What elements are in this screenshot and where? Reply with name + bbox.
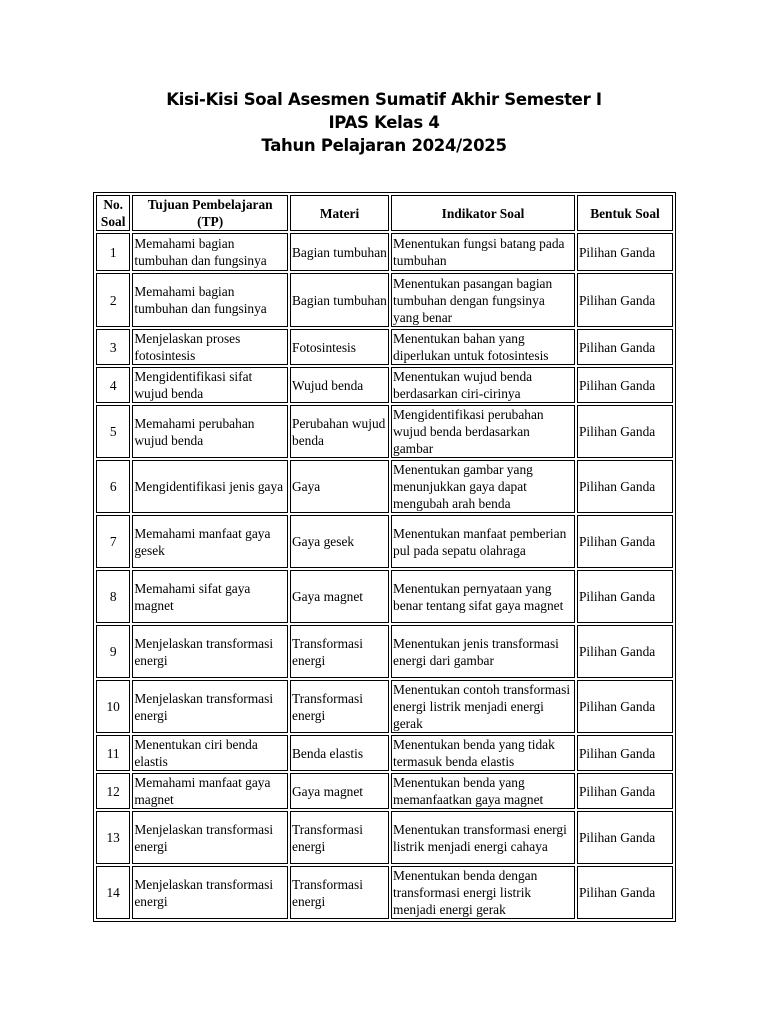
cell-indikator: Menentukan pasangan bagian tumbuhan dengan fungsinya yang benar <box>391 273 575 327</box>
cell-indikator: Menentukan transformasi energi listrik menjadi energi cahaya <box>391 811 575 864</box>
cell-no: 8 <box>96 570 130 623</box>
cell-tujuan: Menjelaskan transformasi energi <box>132 680 288 733</box>
cell-indikator: Menentukan benda yang tidak termasuk benda elastis <box>391 735 575 771</box>
cell-tujuan: Mengidentifikasi jenis gaya <box>132 460 288 513</box>
table-row <box>96 811 673 864</box>
cell-no: 2 <box>96 273 130 327</box>
cell-materi: Gaya <box>290 460 389 513</box>
cell-tujuan: Menentukan ciri benda elastis <box>132 735 288 771</box>
cell-no: 3 <box>96 329 130 365</box>
cell-materi: Wujud benda <box>290 367 389 403</box>
cell-tujuan: Menjelaskan proses fotosintesis <box>132 329 288 365</box>
cell-materi: Transformasi energi <box>290 811 389 864</box>
cell-indikator: Menentukan jenis transformasi energi dari gambar <box>391 625 575 678</box>
header-bentuk-soal: Bentuk Soal <box>577 195 673 231</box>
cell-materi: Bagian tumbuhan <box>290 233 389 271</box>
cell-materi: Transformasi energi <box>290 625 389 678</box>
cell-indikator: Menentukan fungsi batang pada tumbuhan <box>391 233 575 271</box>
cell-materi: Benda elastis <box>290 735 389 771</box>
cell-tujuan: Menjelaskan transformasi energi <box>132 811 288 864</box>
cell-materi: Transformasi energi <box>290 680 389 733</box>
cell-materi: Perubahan wujud benda <box>290 405 389 458</box>
cell-tujuan: Memahami manfaat gaya magnet <box>132 773 288 809</box>
cell-indikator: Menentukan contoh transformasi energi listrik menjadi energi gerak <box>391 680 575 733</box>
cell-materi: Transformasi energi <box>290 866 389 919</box>
table-row <box>96 773 673 809</box>
cell-no: 9 <box>96 625 130 678</box>
cell-bentuk: Pilihan Ganda <box>577 680 673 733</box>
cell-materi: Gaya gesek <box>290 515 389 568</box>
cell-indikator: Menentukan benda yang memanfaatkan gaya magnet <box>391 773 575 809</box>
cell-no: 6 <box>96 460 130 513</box>
table-row <box>96 735 673 771</box>
cell-indikator: Menentukan gambar yang menunjukkan gaya dapat mengubah arah benda <box>391 460 575 513</box>
cell-bentuk: Pilihan Ganda <box>577 515 673 568</box>
cell-bentuk: Pilihan Ganda <box>577 460 673 513</box>
cell-bentuk: Pilihan Ganda <box>577 735 673 771</box>
cell-materi: Fotosintesis <box>290 329 389 365</box>
table-row <box>96 329 673 365</box>
cell-indikator: Mengidentifikasi perubahan wujud benda berdasarkan gambar <box>391 405 575 458</box>
cell-bentuk: Pilihan Ganda <box>577 570 673 623</box>
cell-bentuk: Pilihan Ganda <box>577 233 673 271</box>
cell-bentuk: Pilihan Ganda <box>577 625 673 678</box>
cell-no: 10 <box>96 680 130 733</box>
cell-bentuk: Pilihan Ganda <box>577 367 673 403</box>
cell-no: 14 <box>96 866 130 919</box>
header-materi: Materi <box>290 195 389 231</box>
title-line-1: Kisi-Kisi Soal Asesmen Sumatif Akhir Semester I <box>166 90 602 109</box>
cell-bentuk: Pilihan Ganda <box>577 773 673 809</box>
kisi-kisi-table <box>93 192 676 922</box>
cell-indikator: Menentukan bahan yang diperlukan untuk fotosintesis <box>391 329 575 365</box>
table-row <box>96 367 673 403</box>
cell-tujuan: Memahami bagian tumbuhan dan fungsinya <box>132 233 288 271</box>
header-no-soal: No. Soal <box>96 195 130 231</box>
cell-tujuan: Memahami manfaat gaya gesek <box>132 515 288 568</box>
cell-no: 5 <box>96 405 130 458</box>
cell-no: 11 <box>96 735 130 771</box>
cell-materi: Gaya magnet <box>290 570 389 623</box>
cell-tujuan: Menjelaskan transformasi energi <box>132 625 288 678</box>
table-row <box>96 866 673 919</box>
cell-bentuk: Pilihan Ganda <box>577 866 673 919</box>
cell-bentuk: Pilihan Ganda <box>577 405 673 458</box>
cell-tujuan: Memahami bagian tumbuhan dan fungsinya <box>132 273 288 327</box>
table-row <box>96 570 673 623</box>
table-row <box>96 233 673 271</box>
table-header-row <box>96 195 673 231</box>
cell-materi: Gaya magnet <box>290 773 389 809</box>
header-indikator-soal: Indikator Soal <box>391 195 575 231</box>
cell-indikator: Menentukan manfaat pemberian pul pada sepatu olahraga <box>391 515 575 568</box>
cell-indikator: Menentukan benda dengan transformasi energi listrik menjadi energi gerak <box>391 866 575 919</box>
cell-materi: Bagian tumbuhan <box>290 273 389 327</box>
cell-tujuan: Mengidentifikasi sifat wujud benda <box>132 367 288 403</box>
header-tujuan-pembelajaran: Tujuan Pembelajaran (TP) <box>132 195 288 231</box>
document-title <box>0 88 768 157</box>
title-line-3: Tahun Pelajaran 2024/2025 <box>261 136 507 155</box>
cell-no: 1 <box>96 233 130 271</box>
cell-indikator: Menentukan pernyataan yang benar tentang sifat gaya magnet <box>391 570 575 623</box>
cell-tujuan: Memahami perubahan wujud benda <box>132 405 288 458</box>
table-row <box>96 625 673 678</box>
cell-bentuk: Pilihan Ganda <box>577 329 673 365</box>
table-row <box>96 515 673 568</box>
cell-tujuan: Menjelaskan transformasi energi <box>132 866 288 919</box>
cell-tujuan: Memahami sifat gaya magnet <box>132 570 288 623</box>
cell-bentuk: Pilihan Ganda <box>577 811 673 864</box>
table-row <box>96 273 673 327</box>
cell-no: 13 <box>96 811 130 864</box>
table-row <box>96 405 673 458</box>
title-line-2: IPAS Kelas 4 <box>328 113 440 132</box>
cell-indikator: Menentukan wujud benda berdasarkan ciri-cirinya <box>391 367 575 403</box>
cell-bentuk: Pilihan Ganda <box>577 273 673 327</box>
cell-no: 7 <box>96 515 130 568</box>
cell-no: 12 <box>96 773 130 809</box>
cell-no: 4 <box>96 367 130 403</box>
table-row <box>96 460 673 513</box>
table-row <box>96 680 673 733</box>
